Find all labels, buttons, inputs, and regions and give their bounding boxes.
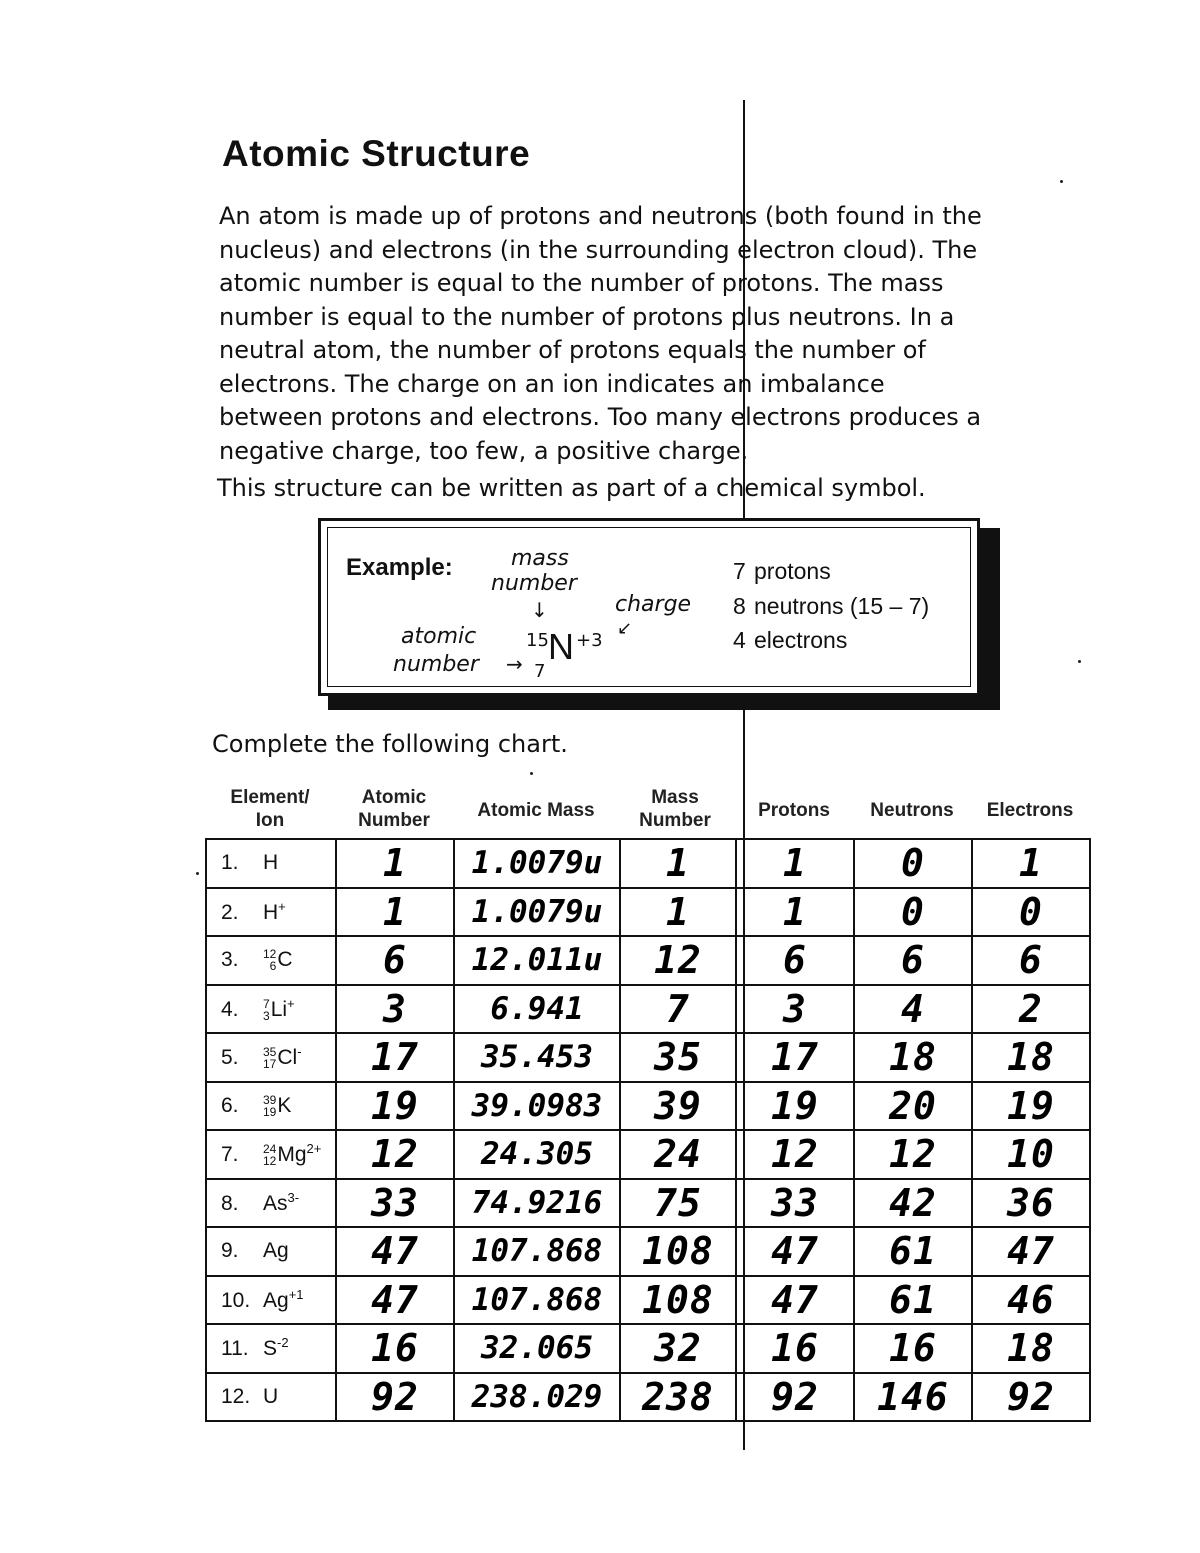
mass-number-label: number: [491, 571, 577, 596]
row-number: 3.: [221, 948, 239, 972]
atomic-number-cell[interactable]: 1: [336, 888, 454, 937]
row-number: 4.: [221, 997, 239, 1021]
electrons-cell[interactable]: 0: [972, 888, 1090, 937]
row-number: 5.: [221, 1046, 239, 1070]
example-box-inner: [327, 527, 971, 687]
atomic-mass-cell[interactable]: 74.9216: [454, 1179, 620, 1228]
element-symbol: Ag: [263, 1288, 289, 1312]
ion-charge: +1: [288, 1286, 304, 1302]
neutrons-cell[interactable]: 61: [854, 1227, 972, 1276]
arrow-right-icon: →: [506, 652, 523, 676]
atomic-number-sub: 12: [263, 1154, 277, 1169]
row-number: 9.: [221, 1239, 239, 1263]
neutrons-cell[interactable]: 146: [854, 1373, 972, 1422]
electrons-cell[interactable]: 19: [972, 1082, 1090, 1131]
example-count-label: protons: [754, 558, 831, 584]
intro-line: between protons and electrons. Too many electrons produces a: [219, 403, 982, 431]
mass-number-cell[interactable]: 12: [620, 936, 736, 985]
atomic-number-sub: 3: [263, 1008, 270, 1023]
atomic-number-sub: 19: [263, 1104, 277, 1119]
column-header-electrons: Electrons: [986, 800, 1074, 821]
element-symbol: Mg: [277, 1143, 307, 1167]
column-header-protons: Protons: [758, 800, 830, 821]
atomic-number-sub: 17: [263, 1057, 277, 1072]
neutrons-cell[interactable]: 6: [854, 936, 972, 985]
atomic-number-cell[interactable]: 47: [336, 1276, 454, 1325]
example-count: 4: [733, 627, 746, 653]
electrons-cell[interactable]: 1: [972, 839, 1090, 888]
ion-charge: -: [297, 1044, 302, 1060]
table-row: [206, 1130, 1090, 1179]
atomic-number-cell[interactable]: 47: [336, 1227, 454, 1276]
table-row: [206, 1373, 1090, 1422]
isotope-numbers: [263, 1046, 276, 1070]
mass-number-cell[interactable]: 1: [620, 839, 736, 888]
structure-sentence: This structure can be written as part of a chemical symbol.: [217, 474, 926, 502]
table-row: [206, 1179, 1090, 1228]
scan-speck: [196, 872, 199, 875]
example-symbol: N: [548, 626, 574, 667]
example-charge: +3: [576, 630, 603, 651]
intro-paragraph: [219, 200, 1119, 468]
row-number: 12.: [221, 1384, 251, 1408]
column-header-line: Atomic: [361, 787, 427, 808]
element-cell: [206, 1130, 336, 1179]
atomic-number-label: number: [393, 652, 479, 677]
neutrons-cell[interactable]: 0: [854, 888, 972, 937]
example-count-label: neutrons (15 – 7): [754, 593, 930, 619]
element-symbol: C: [277, 948, 293, 972]
atomic-number-cell[interactable]: 19: [336, 1082, 454, 1131]
scan-speck: [1078, 660, 1081, 663]
intro-line: An atom is made up of protons and neutrons (both found in the: [219, 202, 982, 230]
neutrons-cell[interactable]: 16: [854, 1324, 972, 1373]
mass-number-sup: 24: [263, 1142, 277, 1157]
table-row: [206, 839, 1090, 888]
isotope-numbers: [263, 998, 270, 1022]
element-symbol: S: [263, 1337, 278, 1361]
column-header-line: Mass: [651, 787, 699, 808]
element-cell: [206, 1276, 336, 1325]
protons-cell[interactable]: 16: [736, 1324, 854, 1373]
example-count: 8: [733, 593, 746, 619]
electrons-cell[interactable]: 18: [972, 1324, 1090, 1373]
intro-line: neutral atom, the number of protons equals the number of: [219, 336, 926, 364]
mass-number-sup: 39: [263, 1092, 277, 1107]
element-symbol: H: [263, 900, 279, 924]
atomic-number-sub: 6: [269, 959, 277, 974]
neutrons-cell[interactable]: 4: [854, 985, 972, 1034]
atomic-chart-table: [205, 838, 1091, 1422]
atomic-number-cell[interactable]: 1: [336, 839, 454, 888]
table-row: [206, 1276, 1090, 1325]
isotope-numbers: [263, 948, 276, 972]
element-cell: [206, 839, 336, 888]
scan-speck: [530, 772, 533, 775]
atomic-mass-cell[interactable]: 6.941: [454, 985, 620, 1034]
protons-cell[interactable]: 47: [736, 1227, 854, 1276]
electrons-cell[interactable]: 36: [972, 1179, 1090, 1228]
atomic-mass-cell[interactable]: 107.868: [454, 1276, 620, 1325]
atomic-mass-cell[interactable]: 12.011u: [454, 936, 620, 985]
mass-number-sup: 12: [263, 947, 277, 962]
table-row: [206, 985, 1090, 1034]
intro-line: nucleus) and electrons (in the surrounding electron cloud). The: [219, 235, 978, 264]
column-header-atomic-number: [335, 786, 453, 832]
protons-cell[interactable]: 3: [736, 985, 854, 1034]
atomic-mass-cell[interactable]: 24.305: [454, 1130, 620, 1179]
element-symbol: Cl: [277, 1046, 298, 1070]
table-row: [206, 1033, 1090, 1082]
mass-number-label: mass: [511, 546, 569, 571]
protons-cell[interactable]: 19: [736, 1082, 854, 1131]
column-header-line: Ion: [255, 810, 285, 831]
atomic-mass-cell[interactable]: 35.453: [454, 1033, 620, 1082]
atomic-mass-cell[interactable]: 32.065: [454, 1324, 620, 1373]
ion-charge: -2: [277, 1335, 289, 1351]
atomic-mass-cell[interactable]: 1.0079u: [454, 888, 620, 937]
element-cell: [206, 936, 336, 985]
row-number: 11.: [221, 1337, 249, 1361]
neutrons-cell[interactable]: 61: [854, 1276, 972, 1325]
element-symbol: As: [263, 1191, 288, 1215]
atomic-number-cell[interactable]: 92: [336, 1373, 454, 1422]
element-cell: [206, 1082, 336, 1131]
mass-number-sup: 35: [263, 1045, 277, 1060]
isotope-numbers: [263, 1094, 276, 1118]
table-row: [206, 1227, 1090, 1276]
electrons-cell[interactable]: 47: [972, 1227, 1090, 1276]
row-number: 10.: [221, 1288, 251, 1312]
atomic-mass-cell[interactable]: 39.0983: [454, 1082, 620, 1131]
mass-number-cell[interactable]: 24: [620, 1130, 736, 1179]
protons-cell[interactable]: 17: [736, 1033, 854, 1082]
row-number: 6.: [221, 1093, 239, 1117]
example-atomic-number: 7: [534, 661, 546, 682]
column-header-line: Number: [358, 810, 430, 831]
row-number: 7.: [221, 1143, 239, 1167]
element-cell: [206, 1033, 336, 1082]
mass-number-cell[interactable]: 238: [620, 1373, 736, 1422]
isotope-numbers: [263, 1143, 276, 1167]
protons-cell[interactable]: 6: [736, 936, 854, 985]
atomic-number-label: atomic: [401, 624, 477, 649]
column-header-element: [205, 786, 335, 832]
electrons-cell[interactable]: 92: [972, 1373, 1090, 1422]
electrons-cell[interactable]: 46: [972, 1276, 1090, 1325]
intro-line: atomic number is equal to the number of protons. The mass: [219, 269, 944, 297]
protons-cell[interactable]: 33: [736, 1179, 854, 1228]
element-symbol: K: [277, 1093, 292, 1117]
neutrons-cell[interactable]: 12: [854, 1130, 972, 1179]
instruction-text: Complete the following chart.: [212, 730, 568, 758]
example-mass-number: 15: [526, 630, 549, 651]
protons-cell[interactable]: 1: [736, 839, 854, 888]
atomic-number-cell[interactable]: 17: [336, 1033, 454, 1082]
neutrons-cell[interactable]: 18: [854, 1033, 972, 1082]
table-row: [206, 936, 1090, 985]
protons-cell[interactable]: 1: [736, 888, 854, 937]
element-symbol: Ag: [263, 1239, 289, 1263]
element-cell: [206, 1227, 336, 1276]
page-title: Atomic Structure: [222, 133, 531, 174]
column-header-neutrons: Neutrons: [870, 800, 954, 821]
element-cell: [206, 1373, 336, 1422]
column-header-mass-number: [619, 786, 731, 832]
column-header-line: Number: [639, 810, 711, 831]
atomic-number-cell[interactable]: 33: [336, 1179, 454, 1228]
ion-charge: 3-: [287, 1189, 300, 1205]
ion-charge: 2+: [306, 1141, 322, 1157]
row-number: 1.: [221, 851, 239, 875]
electrons-cell[interactable]: 2: [972, 985, 1090, 1034]
atomic-number-cell[interactable]: 12: [336, 1130, 454, 1179]
intro-line: negative charge, too few, a positive charge.: [219, 436, 749, 465]
element-cell: [206, 1324, 336, 1373]
example-box: [318, 518, 980, 696]
mass-number-cell[interactable]: 32: [620, 1324, 736, 1373]
atomic-mass-cell[interactable]: 238.029: [454, 1373, 620, 1422]
protons-cell[interactable]: 92: [736, 1373, 854, 1422]
row-number: 2.: [221, 900, 239, 924]
example-count-label: electrons: [754, 627, 848, 653]
protons-cell[interactable]: 47: [736, 1276, 854, 1325]
element-cell: [206, 985, 336, 1034]
intro-line: electrons. The charge on an ion indicates an imbalance: [219, 369, 885, 398]
electrons-cell[interactable]: 18: [972, 1033, 1090, 1082]
element-symbol: Li: [270, 997, 288, 1021]
scan-speck: [1060, 180, 1063, 183]
protons-cell[interactable]: 12: [736, 1130, 854, 1179]
column-header-atomic-mass: Atomic Mass: [477, 800, 595, 821]
electrons-cell[interactable]: 6: [972, 936, 1090, 985]
element-cell: [206, 1179, 336, 1228]
element-symbol: U: [263, 1384, 279, 1408]
example-label: Example:: [346, 554, 453, 581]
arrow-down-icon: ↓: [531, 598, 548, 622]
table-row: [206, 888, 1090, 937]
table-row: [206, 1324, 1090, 1373]
electrons-cell[interactable]: 10: [972, 1130, 1090, 1179]
mass-number-cell[interactable]: 108: [620, 1276, 736, 1325]
row-number: 8.: [221, 1191, 239, 1215]
intro-line: number is equal to the number of protons plus neutrons. In a: [219, 302, 955, 331]
column-header-line: Element/: [230, 787, 310, 808]
atomic-chart-body: [206, 839, 1090, 1421]
atomic-number-cell[interactable]: 16: [336, 1324, 454, 1373]
mass-number-cell[interactable]: 1: [620, 888, 736, 937]
atomic-number-cell[interactable]: 3: [336, 985, 454, 1034]
neutrons-cell[interactable]: 0: [854, 839, 972, 888]
mass-number-cell[interactable]: 35: [620, 1033, 736, 1082]
ion-charge: +: [287, 995, 295, 1011]
charge-label: charge: [615, 592, 692, 617]
table-row: [206, 1082, 1090, 1131]
neutrons-cell[interactable]: 20: [854, 1082, 972, 1131]
mass-number-cell[interactable]: 7: [620, 985, 736, 1034]
element-cell: [206, 888, 336, 937]
neutrons-cell[interactable]: 42: [854, 1179, 972, 1228]
atomic-number-cell[interactable]: 6: [336, 936, 454, 985]
example-count: 7: [733, 558, 746, 584]
ion-charge: +: [278, 898, 286, 914]
atomic-mass-cell[interactable]: 1.0079u: [454, 839, 620, 888]
element-symbol: H: [263, 851, 279, 875]
mass-number-cell[interactable]: 39: [620, 1082, 736, 1131]
atomic-mass-cell[interactable]: 107.868: [454, 1227, 620, 1276]
mass-number-cell[interactable]: 108: [620, 1227, 736, 1276]
mass-number-sup: 7: [263, 996, 270, 1011]
arrow-down-left-icon: ↙: [617, 618, 633, 639]
mass-number-cell[interactable]: 75: [620, 1179, 736, 1228]
